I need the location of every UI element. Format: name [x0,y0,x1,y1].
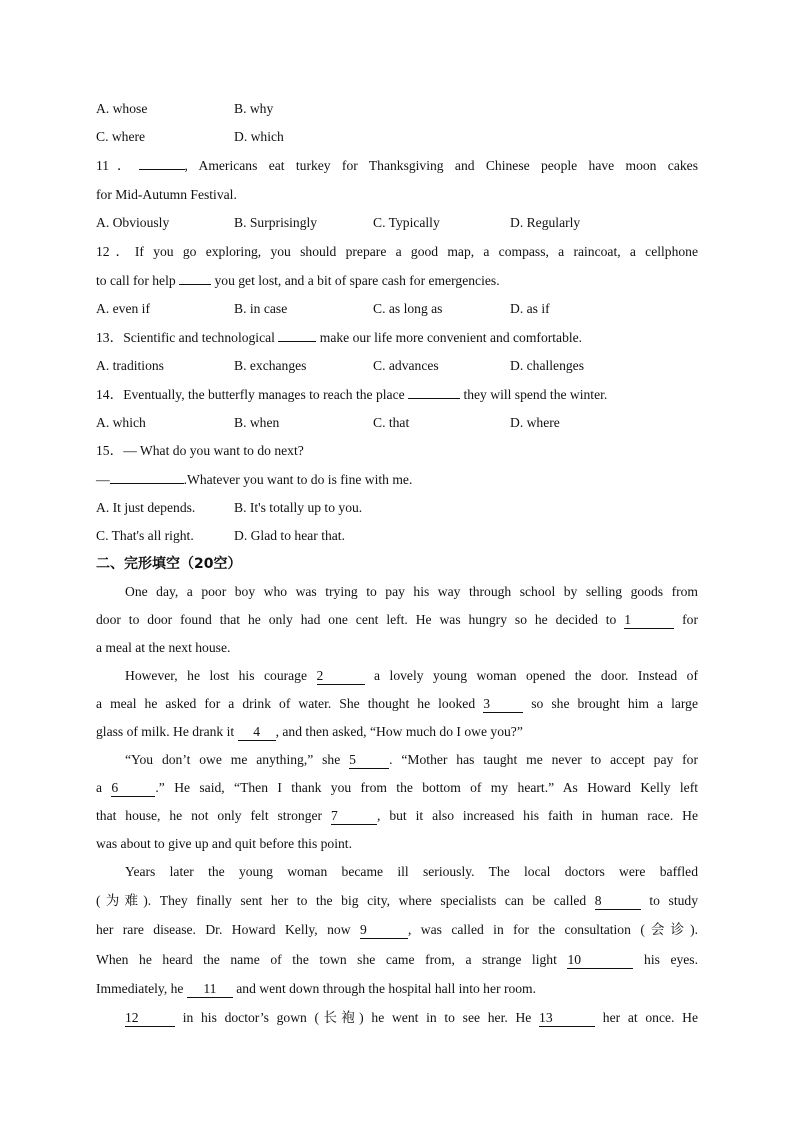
q14-option-d: D. where [510,415,560,430]
passage-text: .” He said, “Then I thank you from the bottom of my heart.” As Howard Kelly left [155,780,698,795]
passage-text: , and then asked, “How much do I owe you?” [275,724,523,739]
q10-option-d: D. which [234,129,284,144]
q15-stem [96,437,698,465]
passage-p5-line-1 [96,1003,698,1033]
q15-blank [110,467,184,484]
q11-number: 11． [96,158,139,173]
q15-line-2: .Whatever you want to do is fine with me. [183,472,413,487]
q11-stem-2: for Mid-Autumn Festival. [96,187,237,202]
blank-5: 5 [349,752,389,769]
q15-option-c: C. That's all right. [96,528,194,543]
q11-option-d: D. Regularly [510,215,581,230]
passage-text: a [96,780,103,795]
q10-options-2 [96,123,698,151]
q11-stem [96,151,698,180]
passage-p1-line-1: One day, a poor boy who was trying to pay his way through school by selling goods from [125,584,698,599]
q15-options [96,494,698,522]
q12-stem [96,237,698,266]
q11-text: , Americans eat turkey for Thanksgiving and Chinese people have moon cakes [184,158,698,173]
passage-text: However, he lost his courage [125,668,308,683]
passage-p3-line-2 [96,774,698,802]
q11-options [96,209,698,237]
q13-blank [278,325,316,342]
worksheet-page [96,95,698,1033]
q10-options [96,95,698,123]
passage-text: , but it also increased his faith in human race. He [377,808,699,823]
passage-text: . “Mother has taught me never to accept pay for [389,752,698,767]
q15-option-a: A. It just depends. [96,500,196,515]
q14-text-a: Eventually, the butterfly manages to reach the place [123,387,405,402]
passage-p4-line-5 [96,975,698,1003]
passage-p4-line-1: Years later the young woman became ill seriously. The local doctors were baffled [125,864,698,879]
blank-9: 9 [360,922,408,939]
passage-text: for [682,612,699,627]
q13-option-b: B. exchanges [234,358,307,373]
passage-text: her rare disease. Dr. Howard Kelly, now [96,922,351,937]
q15-option-b: B. It's totally up to you. [234,500,363,515]
q11-option-c: C. Typically [373,215,440,230]
blank-2: 2 [317,668,365,685]
passage-p4-line-3 [96,915,698,945]
passage-text: her at once. He [602,1010,698,1025]
q15-line-1: — What do you want to do next? [123,443,304,458]
blank-10: 10 [567,952,633,969]
q12-text-2b: you get lost, and a bit of spare cash for emergencies. [214,273,500,288]
q13-option-a: A. traditions [96,358,164,373]
passage-text: , was called in for the consultation (会诊). [407,922,698,937]
passage-p1-line-3: a meal at the next house. [96,640,231,655]
passage-p3-line-1 [96,746,698,774]
q12-option-a: A. even if [96,301,150,316]
blank-12: 12 [125,1010,175,1027]
passage-p1-line-2 [96,606,698,634]
q12-number: 12． [96,244,135,259]
blank-1: 1 [624,612,674,629]
q12-option-d: D. as if [510,301,550,316]
q11-option-a: A. Obviously [96,215,170,230]
q12-option-b: B. in case [234,301,288,316]
q12-text: If you go exploring, you should prepare a good map, a compass, a raincoat, a cellphone [134,244,698,259]
q13-number: 13． [96,330,124,345]
blank-7: 7 [331,808,377,825]
passage-text: his eyes. [644,952,698,967]
passage-text: a lovely young woman opened the door. Instead of [374,668,698,683]
q14-stem [96,380,698,409]
passage-p4-line-4 [96,945,698,975]
q13-stem [96,323,698,352]
passage-p3-line-4: was about to give up and quit before this point. [96,836,352,851]
q14-option-a: A. which [96,415,146,430]
q12-blank [179,268,211,285]
passage-text: and went down through the hospital hall into her room. [236,981,537,996]
q11-blank [139,153,185,170]
passage-text: glass of milk. He drank it [96,724,235,739]
q14-options [96,409,698,437]
blank-4: 4 [238,724,276,741]
q15-stem-2 [96,465,698,494]
passage-p4-line-2 [96,886,698,915]
q13-option-d: D. challenges [510,358,584,373]
q15-number: 15． [96,443,124,458]
blank-3: 3 [483,696,523,713]
passage-text: “You don’t owe me anything,” she [125,752,341,767]
passage-p2-line-2 [96,690,698,718]
q15-options-2 [96,522,698,550]
q12-options [96,295,698,323]
section-title: 二、完形填空（20空） [96,556,242,572]
blank-8: 8 [595,893,641,910]
passage-text: so she brought him a large [531,696,699,711]
q12-stem-2 [96,266,698,295]
q13-options [96,352,698,380]
passage-text: a meal he asked for a drink of water. She thought he looked [96,696,476,711]
q15-dash: — [96,472,110,487]
q14-text-b: they will spend the winter. [463,387,608,402]
q14-number: 14． [96,387,124,402]
passage-text: to study [649,893,698,908]
q14-blank [408,382,460,399]
q13-text-b: make our life more convenient and comfortable. [319,330,583,345]
blank-11: 11 [187,981,233,998]
passage-p3-line-3 [96,802,698,830]
q12-option-c: C. as long as [373,301,443,316]
passage-text: (为难). They finally sent her to the big city, where specialists can be called [96,893,587,908]
q15-option-d: D. Glad to hear that. [234,528,345,543]
q12-text-2a: to call for help [96,273,176,288]
q14-option-c: C. that [373,415,410,430]
passage-p2-line-1 [96,662,698,690]
passage-text: in his doctor’s gown (长袍) he went in to see her. He [182,1010,532,1025]
blank-13: 13 [539,1010,595,1027]
q10-option-a: A. whose [96,101,148,116]
passage-text: door to door found that he only had one cent left. He was hungry so he decided to [96,612,617,627]
passage-text: Immediately, he [96,981,184,996]
passage-text: that house, he not only felt stronger [96,808,323,823]
passage-p2-line-3 [96,718,698,746]
q14-option-b: B. when [234,415,280,430]
q10-option-c: C. where [96,129,146,144]
q13-option-c: C. advances [373,358,439,373]
q11-option-b: B. Surprisingly [234,215,318,230]
blank-6: 6 [111,780,155,797]
passage-text: When he heard the name of the town she came from, a strange light [96,952,557,967]
q10-option-b: B. why [234,101,274,116]
q13-text-a: Scientific and technological [123,330,275,345]
